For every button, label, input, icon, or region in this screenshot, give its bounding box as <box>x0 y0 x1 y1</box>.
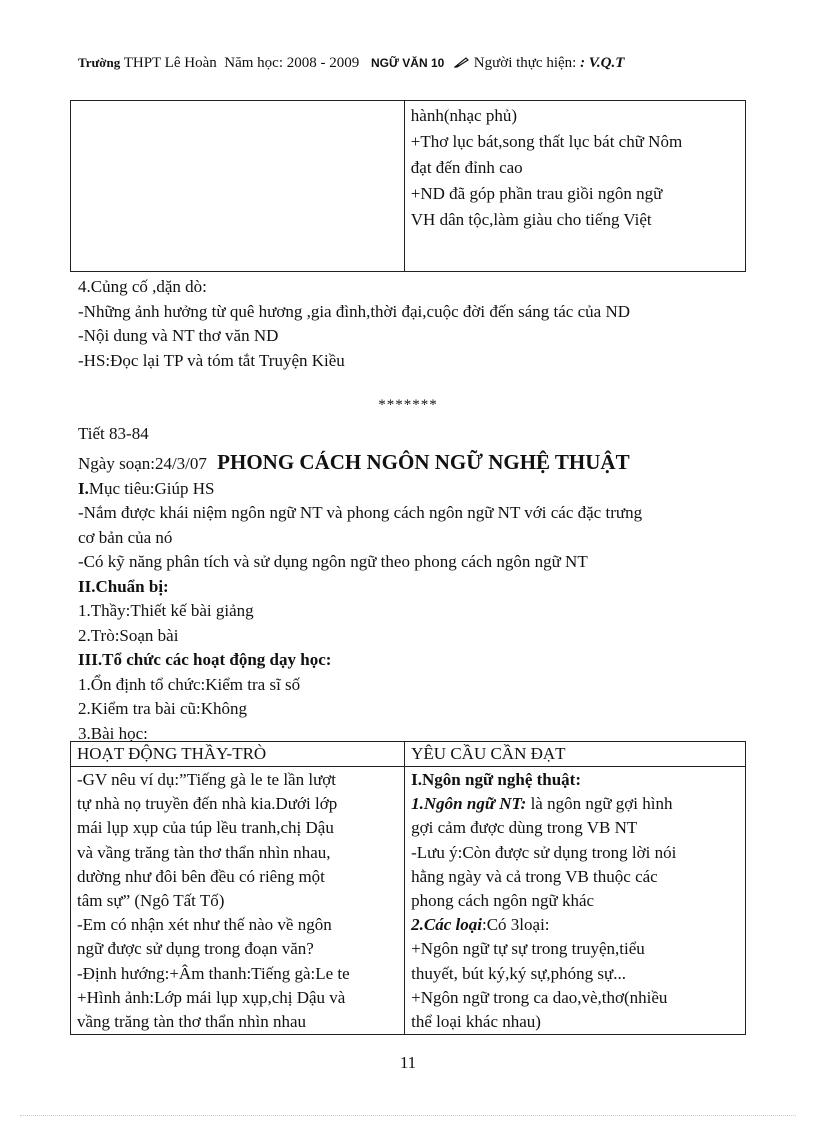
prep-line: 1.Thầy:Thiết kế bài giảng <box>78 601 254 620</box>
table-line: VH dân tộc,làm giàu cho tiếng Việt <box>410 210 652 229</box>
req-types-label: 2.Các loại <box>411 915 482 935</box>
objective-line: cơ bản của nó <box>78 527 173 547</box>
activity-line: -GV nêu ví dụ:”Tiếng gà le te lần lượt <box>77 770 337 789</box>
footer-divider <box>20 1115 796 1116</box>
continuation-right-cell <box>404 101 745 272</box>
consolidation-section <box>78 275 630 373</box>
page-number: 11 <box>399 1053 417 1072</box>
table-line: +ND đã góp phần trau giồi ngôn ngữ <box>410 184 663 203</box>
prep-heading: Chuẩn bị: <box>95 576 169 596</box>
objectives-number: I. <box>78 478 89 498</box>
req-line: +Ngôn ngữ trong ca dao,vè,thơ(nhiều <box>411 987 668 1007</box>
org-line: 2.Kiểm tra bài cũ:Không <box>78 699 248 718</box>
org-line: 3.Bài học: <box>78 723 148 743</box>
author-name: : V.Q.T <box>580 55 625 71</box>
activity-line: ngữ được sử dụng trong đoạn văn? <box>77 939 314 959</box>
req-line: thuyết, bút ký,ký sự,phóng sự... <box>411 963 627 983</box>
prep-number: II. <box>78 576 96 596</box>
objective-line: -Có kỹ năng phân tích và sử dụng ngôn ngữ theo phong cách ngôn ngữ NT <box>78 552 588 571</box>
activity-line: tự nhà nọ truyền đến nhà kia.Dưới lớp <box>77 794 338 814</box>
date-label: Ngày soạn:24/3/07 <box>78 453 207 473</box>
objective-line: -Nắm được khái niệm ngôn ngữ NT và phong cách ngôn ngữ NT với các đặc trưng <box>78 503 643 522</box>
pen-icon <box>454 56 470 68</box>
req-line: phong cách ngôn ngữ khác <box>411 891 595 911</box>
activity-table <box>70 741 746 1035</box>
separator: ******* <box>378 397 438 413</box>
activity-line: -Em có nhận xét như thế nào về ngôn <box>77 915 332 935</box>
header-activities: HOẠT ĐỘNG THẦY-TRÒ <box>71 742 405 767</box>
objectives-heading: Mục tiêu:Giúp HS <box>88 478 215 498</box>
school-name: THPT Lê Hoàn <box>123 55 217 71</box>
req-section-title: Ngôn ngữ nghệ thuật: <box>422 770 582 789</box>
prep-line: 2.Trò:Soạn bài <box>78 625 179 645</box>
org-line: 1.Ổn định tổ chức:Kiểm tra sĩ số <box>78 674 301 694</box>
activity-line: dường như đôi bên đều có riêng một <box>77 866 325 886</box>
requirements-cell <box>405 767 746 1035</box>
req-definition-label: 1.Ngôn ngữ NT: <box>411 794 527 814</box>
header-requirements: YÊU CẦU CẦN ĐẠT <box>405 742 746 767</box>
activities-cell <box>71 767 405 1035</box>
subject-label: NGỮ VĂN 10 <box>370 56 445 70</box>
consolidation-line: 4.Củng cố ,dặn dò: <box>78 277 207 296</box>
table-line: hành(nhạc phủ) <box>410 106 517 125</box>
req-section-number: I. <box>411 770 423 789</box>
school-label: Trường <box>78 55 121 70</box>
author-label: Người thực hiện: <box>473 55 577 71</box>
consolidation-line: -HS:Đọc lại TP và tóm tắt Truyện Kiều <box>78 350 345 370</box>
school-year: Năm học: 2008 - 2009 <box>224 55 360 71</box>
continuation-left-cell <box>71 101 405 272</box>
req-line: thể loại khác nhau) <box>411 1012 541 1032</box>
activity-line: +Hình ảnh:Lớp mái lụp xụp,chị Dậu và <box>77 987 346 1007</box>
req-line: +Ngôn ngữ tự sự trong truyện,tiểu <box>411 939 645 959</box>
activity-line: -Định hướng:+Âm thanh:Tiếng gà:Le te <box>77 963 350 983</box>
org-number: III. <box>78 650 103 669</box>
lesson-section <box>78 422 642 746</box>
req-types-text: :Có 3loại: <box>481 915 550 935</box>
req-definition-text: là ngôn ngữ gợi hình <box>526 794 673 814</box>
activity-line: tâm sự” (Ngô Tất Tố) <box>77 891 225 911</box>
table-line: +Thơ lục bát,song thất lục bát chữ Nôm <box>410 132 683 151</box>
org-heading: Tổ chức các hoạt động dạy học: <box>102 650 332 669</box>
req-line: -Lưu ý:Còn được sử dụng trong lời nói <box>411 842 677 862</box>
page-header <box>78 55 778 77</box>
activity-line: và vầng trăng tàn thơ thẩn nhìn nhau, <box>77 842 331 862</box>
lesson-title: PHONG CÁCH NGÔN NGỮ NGHỆ THUẬT <box>217 449 630 474</box>
table-line: đạt đến đỉnh cao <box>410 158 523 177</box>
req-line: hằng ngày và cả trong VB thuộc các <box>411 866 658 886</box>
consolidation-line: -Những ảnh hưởng từ quê hương ,gia đình,thời đại,cuộc đời đến sáng tác của ND <box>78 301 631 321</box>
req-line: gợi cảm được dùng trong VB NT <box>411 818 638 838</box>
continuation-table <box>70 100 746 272</box>
activity-line: vầng trăng tàn thơ thẩn nhìn nhau <box>77 1012 306 1032</box>
activity-line: mái lụp xụp của túp lều tranh,chị Dậu <box>77 818 334 838</box>
period-label: Tiết 83-84 <box>78 424 149 443</box>
consolidation-line: -Nội dung và NT thơ văn ND <box>78 326 279 345</box>
